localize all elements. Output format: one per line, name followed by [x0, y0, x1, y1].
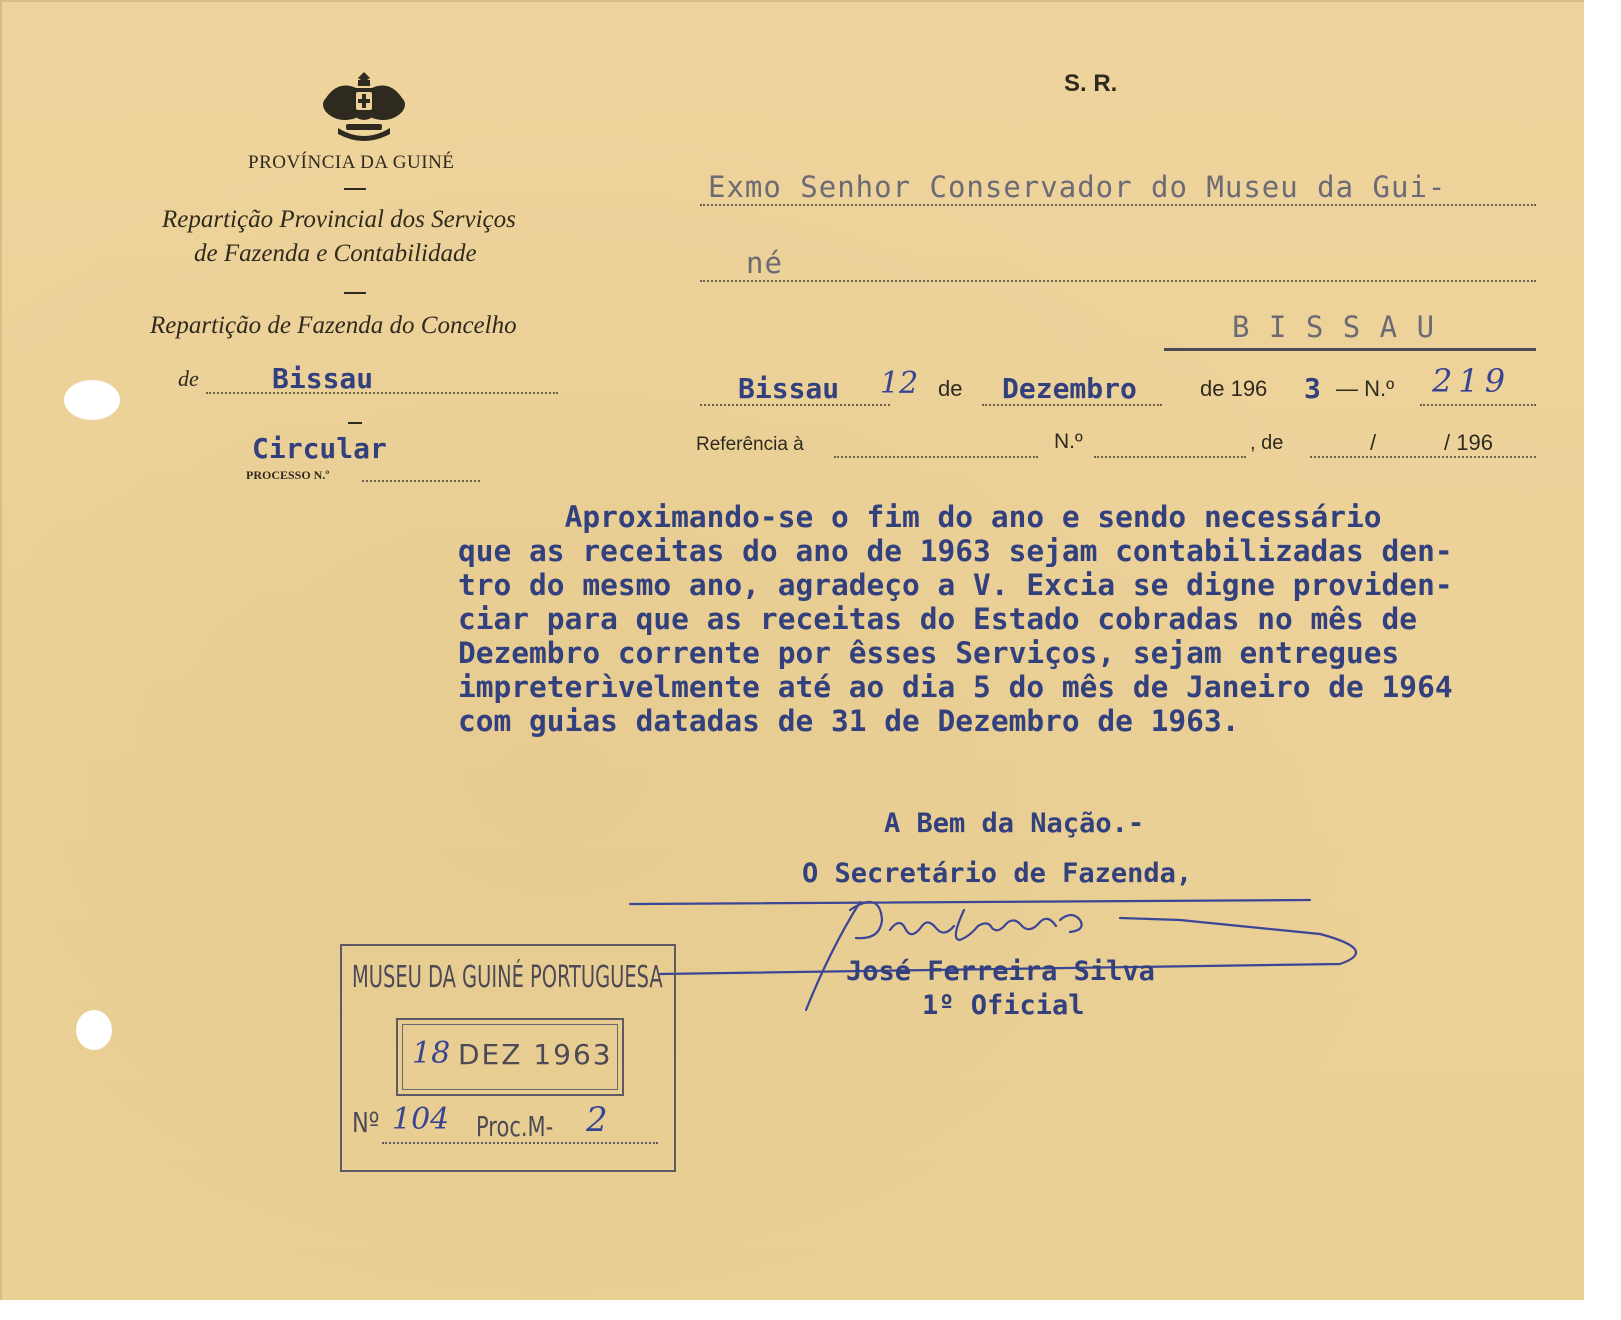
reference-label: Referência à	[696, 434, 804, 455]
date-place: Bissau	[738, 372, 840, 405]
addressee-city-underline	[1164, 348, 1536, 351]
body-line: tro do mesmo ano, agradeço a V. Excia se digne providen-	[458, 568, 1453, 602]
addressee-city: B I S S A U	[1232, 310, 1436, 344]
body-line: ciar para que as receitas do Estado cobradas no mês de	[458, 602, 1418, 636]
classification-mark: S. R.	[1064, 70, 1118, 97]
reference-number-label: N.º	[1054, 430, 1083, 453]
reference-field-line	[834, 456, 1038, 458]
number-line	[1420, 404, 1536, 406]
process-label: PROCESSO N.º	[246, 468, 330, 482]
document-number: 219	[1432, 362, 1512, 400]
stamp-institution: MUSEU DA GUINÉ PORTUGUESA	[352, 960, 663, 995]
stamp-number-label: Nº	[352, 1106, 380, 1139]
reference-slash-1: /	[1370, 430, 1377, 455]
museum-receipt-stamp	[340, 944, 676, 1172]
closing-salutation: A Bem da Nação.-	[884, 808, 1145, 839]
date-de-label: de	[938, 376, 963, 401]
reference-date-label: , de	[1250, 432, 1284, 454]
date-day: 12	[880, 366, 919, 401]
coat-of-arms-icon	[318, 68, 410, 142]
signatory-name: José Ferreira Silva	[846, 956, 1155, 987]
number-label: — N.º	[1336, 376, 1395, 401]
date-place-line	[700, 404, 890, 406]
date-month-line	[982, 404, 1162, 406]
addressee-line-2: né	[746, 246, 783, 280]
reference-number-line	[1094, 456, 1246, 458]
header-divider	[348, 422, 362, 424]
signatory-title: 1º Oficial	[922, 990, 1085, 1021]
body-line: Aproximando-se o fim do ano e sendo necessário	[458, 500, 1382, 534]
stamp-number: 104	[392, 1102, 450, 1137]
addressee-field-line-2	[700, 280, 1536, 282]
punch-hole-bottom	[76, 1010, 112, 1050]
stamp-date-box	[396, 1018, 624, 1096]
date-year-digit: 3	[1304, 372, 1321, 405]
process-field-line	[362, 480, 480, 482]
body-line: com guias datadas de 31 de Dezembro de 1963.	[458, 704, 1240, 738]
council-field-line	[206, 392, 558, 394]
closing-role: O Secretário de Fazenda,	[802, 858, 1193, 889]
addressee-line-1: Exmo Senhor Conservador do Museu da Gui-	[708, 170, 1447, 204]
department-line-1: Repartição Provincial dos Serviços	[162, 206, 516, 233]
punch-hole-top	[64, 380, 120, 420]
date-month: Dezembro	[1002, 372, 1137, 405]
department-line-2: de Fazenda e Contabilidade	[194, 240, 477, 267]
header-divider	[344, 188, 366, 190]
stamp-day: 18	[412, 1036, 451, 1071]
province-heading: PROVÍNCIA DA GUINÉ	[248, 152, 455, 173]
council-value: Bissau	[272, 362, 374, 395]
office-heading: Repartição de Fazenda do Concelho	[150, 312, 517, 339]
body-line: Dezembro corrente por êsses Serviços, sejam entregues	[458, 636, 1400, 670]
stamp-field-line	[382, 1142, 658, 1144]
reference-slash-2: / 196	[1444, 430, 1493, 455]
body-line: que as receitas do ano de 1963 sejam contabilizadas den-	[458, 534, 1453, 568]
reference-date-line	[1310, 456, 1536, 458]
addressee-field-line-1	[700, 204, 1536, 206]
body-line: impreterìvelmente até ao dia 5 do mês de Janeiro de 1964	[458, 670, 1453, 704]
document-type: Circular	[252, 432, 387, 465]
date-year-prefix: de 196	[1200, 376, 1268, 401]
council-prefix: de	[178, 366, 199, 391]
stamp-proc-label: Proc.M-	[476, 1110, 554, 1143]
header-divider	[344, 292, 366, 294]
stamp-proc-value: 2	[586, 1100, 608, 1140]
stamp-month-year: DEZ 1963	[458, 1038, 613, 1071]
